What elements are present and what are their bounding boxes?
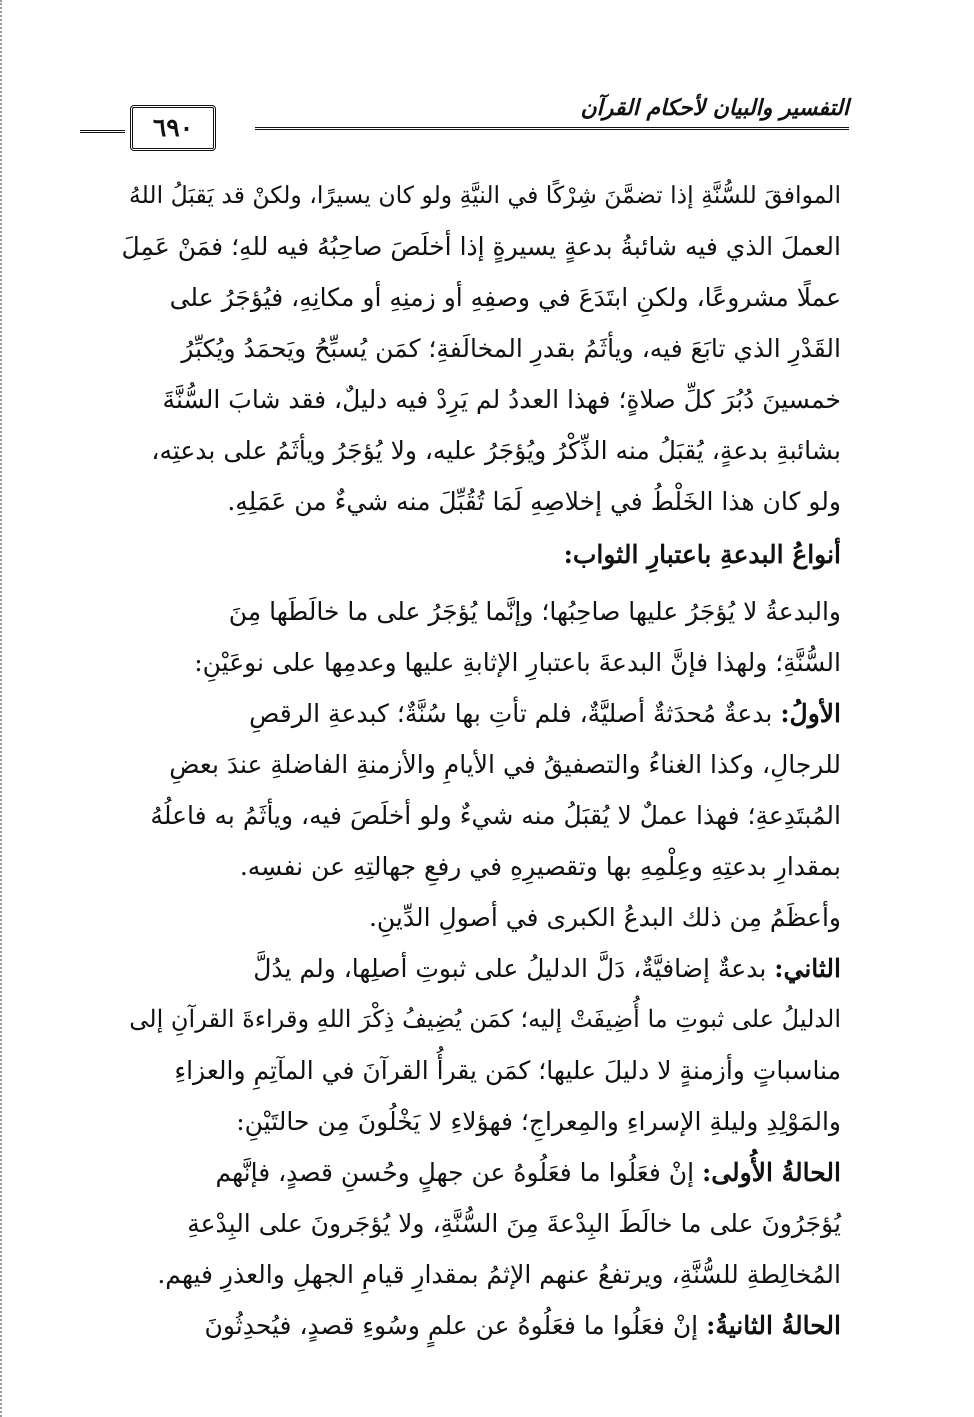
text-line: السُّنَّةِ؛ ولهذا فإنَّ البدعةَ باعتبارِ الإثابةِ عليها وعدمِها على نوعَيْنِ: xyxy=(194,648,841,677)
state-one-label: الحالةُ الأُولى: xyxy=(701,1158,841,1187)
text-line: يُؤجَرُونَ على ما خالَطَ البِدْعةَ مِنَ السُّنَّةِ، ولا يُؤجَرونَ على البِدْعةِ xyxy=(187,1209,841,1238)
text-line: بدعةٌ مُحدَثةٌ أصليَّةٌ، فلم تأتِ بها سُنَّةٌ؛ كبدعةِ الرقصِ xyxy=(249,699,773,728)
page-header xyxy=(110,95,849,165)
text-line: للرجالِ، وكذا الغناءُ والتصفيقُ في الأيامِ والأزمنةِ الفاضلةِ عندَ بعضِ xyxy=(169,750,841,779)
text-line: مناسباتٍ وأزمنةٍ لا دليلَ عليها؛ كمَن يقرأُ القرآنَ في المآتِمِ والعزاءِ xyxy=(174,1056,841,1085)
paragraph-state-one xyxy=(120,1147,841,1198)
text-line: إنْ فعَلُوا ما فعَلُوهُ عن علمٍ وسُوءِ قصدٍ، فيُحدِثُونَ xyxy=(204,1311,699,1340)
text-line: العملَ الذي فيه شائبةُ بدعةٍ يسيرةٍ إذا أخلَصَ صاحِبُهُ فيه للهِ؛ فمَنْ عَمِلَ xyxy=(121,232,841,261)
text-line: والبدعةُ لا يُؤجَرُ عليها صاحِبُها؛ وإنَّما يُؤجَرُ على ما خالَطَها مِنَ xyxy=(228,597,841,626)
state-two-label: الحالةُ الثانيةُ: xyxy=(706,1311,841,1340)
page-edge-rule xyxy=(0,0,6,1417)
paragraph-first-type xyxy=(120,688,841,739)
text-line: والمَوْلِدِ وليلةِ الإسراءِ والمِعراجِ؛ فهؤلاءِ لا يَخْلُونَ مِن حالتَيْنِ: xyxy=(236,1107,841,1136)
page-number: ٦٩٠ xyxy=(152,113,194,142)
page-number-box xyxy=(130,105,216,151)
section-heading: أنواعُ البدعةِ باعتبارِ الثواب: xyxy=(563,540,841,569)
text-line: خمسينَ دُبُرَ كلِّ صلاةٍ؛ فهذا العددُ لم يَرِدْ فيه دليلٌ، فقد شابَ السُّنَّةَ xyxy=(162,385,841,414)
header-rule-tail xyxy=(80,130,125,133)
text-line: إنْ فعَلُوا ما فعَلُوهُ عن جهلٍ وحُسنِ قصدٍ، فإنَّهم xyxy=(215,1158,695,1187)
paragraph-state-two xyxy=(120,1300,841,1351)
second-type-label: الثاني: xyxy=(774,954,841,983)
text-line: الدليلُ على ثبوتِ ما أُضِيفَتْ إليه؛ كمَن يُضِيفُ ذِكْرَ اللهِ وقراءةَ القرآنِ إلى xyxy=(129,1005,841,1033)
first-type-label: الأولُ: xyxy=(780,699,841,728)
text-line: بشائبةِ بدعةٍ، يُقبَلُ منه الذِّكْرُ ويُؤجَرُ عليه، ولا يُؤجَرُ ويأثَمُ على بدعتِه، xyxy=(151,436,841,465)
text-line: ولو كان هذا الخَلْطُ في إخلاصِهِ لَمَا تُقُبِّلَ منه شيءٌ من عَمَلِهِ. xyxy=(227,487,841,516)
page-body xyxy=(120,170,841,1351)
header-rule xyxy=(255,127,849,133)
text-line: القَدْرِ الذي تابَعَ فيه، ويأثَمُ بقدرِ المخالَفةِ؛ كمَن يُسبِّحُ ويَحمَدُ ويُكبِّرُ xyxy=(181,334,841,363)
text-line: وأعظَمُ مِن ذلك البدعُ الكبرى في أصولِ الدِّينِ. xyxy=(368,903,841,932)
text-line: بدعةٌ إضافيَّةٌ، دَلَّ الدليلُ على ثبوتِ أصلِها، ولم يدُلَّ xyxy=(253,954,767,983)
text-line: المُخالِطةِ للسُّنَّةِ، ويرتفعُ عنهم الإثمُ بمقدارِ قيامِ الجهلِ والعذرِ فيهم. xyxy=(157,1260,841,1289)
paragraph-second-type xyxy=(120,943,841,994)
text-line: المُبتَدِعةِ؛ فهذا عملٌ لا يُقبَلُ منه شيءٌ ولو أخلَصَ فيه، ويأثَمُ به فاعلُهُ xyxy=(150,801,841,830)
text-line: عملًا مشروعًا، ولكنِ ابتَدَعَ في وصفِهِ أو زمنِهِ أو مكانِهِ، فيُؤجَرُ على xyxy=(169,283,841,312)
text-line: الموافقَ للسُّنَّةِ إذا تضمَّنَ شِرْكًا في النيَّةِ ولو كان يسيرًا، ولكنْ قد يَقبَلُ اللهُ xyxy=(129,181,841,209)
book-title: التفسير والبيان لأحكام القرآن xyxy=(580,95,849,121)
text-line: بمقدارِ بدعتِهِ وعِلْمِهِ بها وتقصيرِهِ في رفعِ جهالتِهِ عن نفسِه. xyxy=(239,852,841,881)
